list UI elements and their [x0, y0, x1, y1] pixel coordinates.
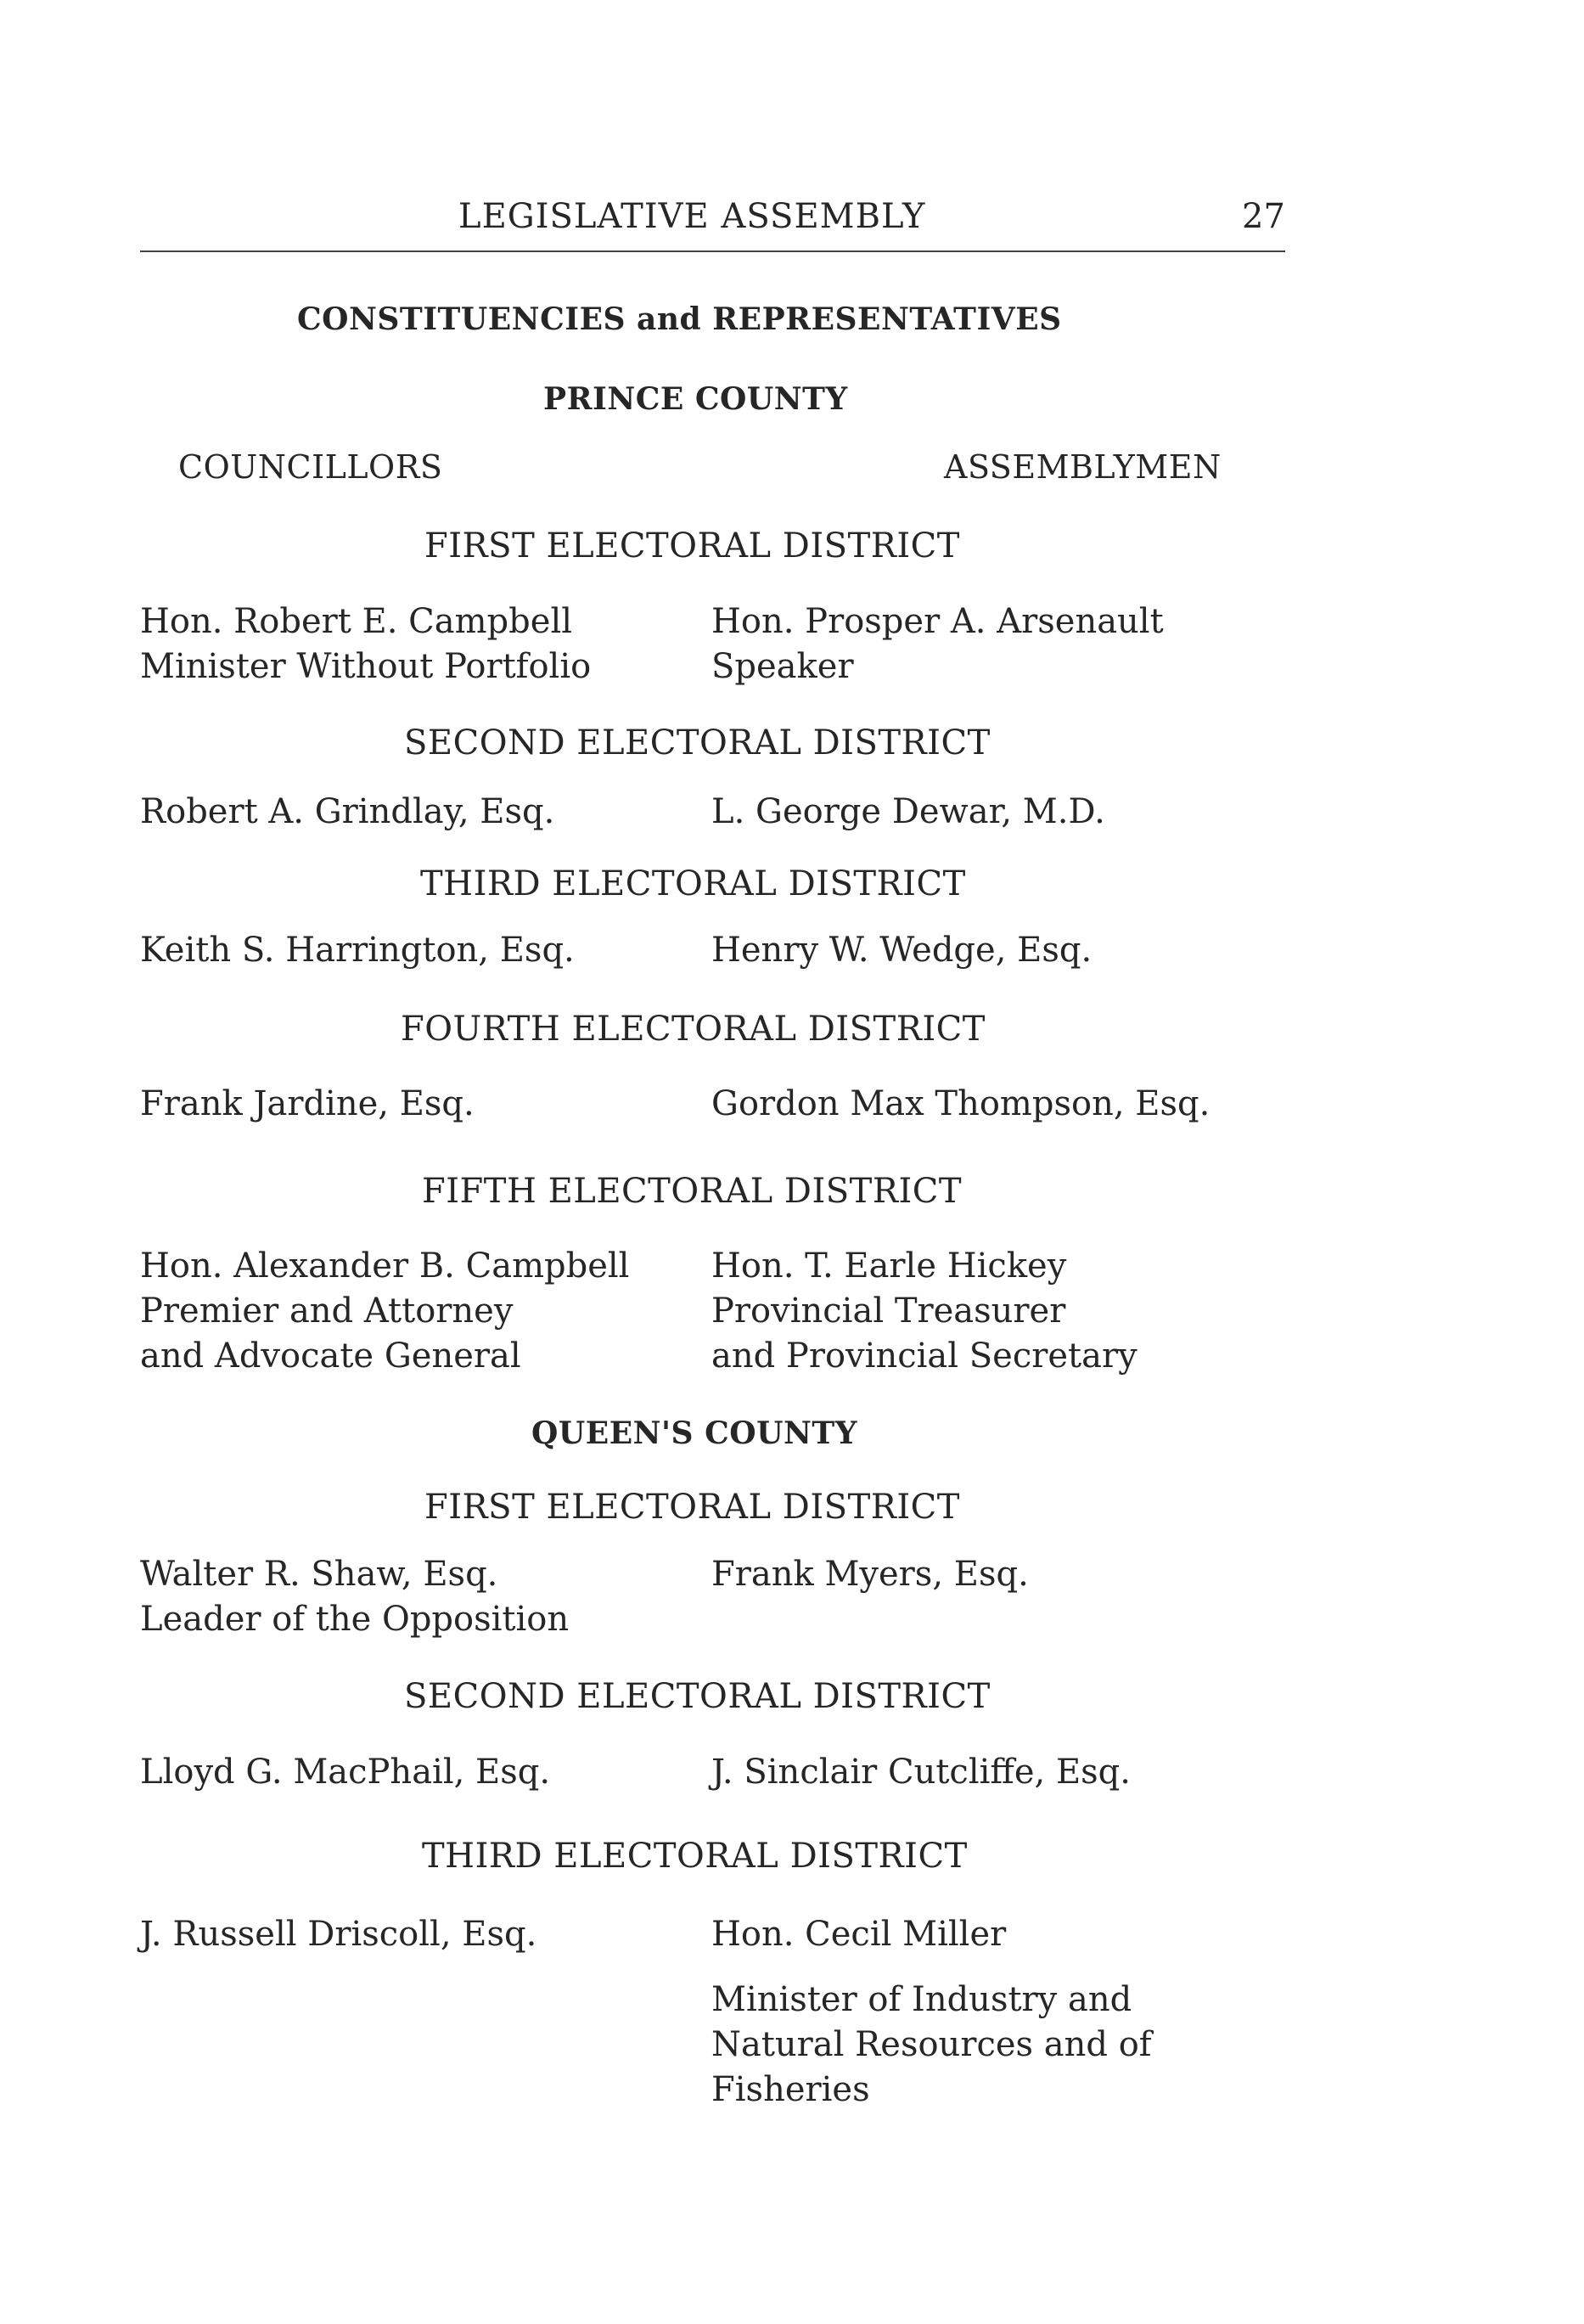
assemblyman-name: Hon. Cecil Miller	[711, 1915, 1007, 1954]
district-heading: FOURTH ELECTORAL DISTRICT	[401, 1010, 986, 1049]
councillor-entry	[140, 1912, 536, 1957]
header-rule	[140, 250, 1285, 252]
assemblyman-entry	[711, 1750, 1131, 1795]
district-heading: SECOND ELECTORAL DISTRICT	[404, 723, 991, 762]
assemblyman-name: L. George Dewar, M.D.	[711, 792, 1105, 831]
assemblyman-role: Speaker	[711, 647, 854, 686]
district-heading: THIRD ELECTORAL DISTRICT	[422, 1837, 968, 1876]
column-head-councillors: COUNCILLORS	[178, 448, 443, 486]
councillor-name: Frank Jardine, Esq.	[140, 1084, 475, 1123]
district-heading: SECOND ELECTORAL DISTRICT	[404, 1677, 991, 1716]
assemblyman-name: Hon. Prosper A. Arsenault	[711, 602, 1164, 641]
councillor-name: Keith S. Harrington, Esq.	[140, 931, 575, 970]
councillor-entry	[140, 1082, 475, 1127]
assemblyman-name: Frank Myers, Esq.	[711, 1555, 1029, 1594]
councillor-entry	[140, 1552, 569, 1642]
assemblyman-role: Natural Resources and of	[711, 2025, 1152, 2064]
assemblyman-name: Hon. T. Earle Hickey	[711, 1246, 1067, 1286]
councillor-name: Walter R. Shaw, Esq.	[140, 1555, 498, 1594]
assemblyman-role: Minister of Industry and	[711, 1980, 1132, 2019]
district-heading: THIRD ELECTORAL DISTRICT	[420, 864, 966, 903]
assemblyman-entry	[711, 1552, 1029, 1597]
assemblyman-name: J. Sinclair Cutcliffe, Esq.	[711, 1753, 1131, 1792]
councillor-entry	[140, 1244, 629, 1379]
councillor-role: and Advocate General	[140, 1336, 521, 1376]
councillor-entry	[140, 928, 575, 973]
assemblyman-entry	[711, 599, 1164, 689]
district-heading: FIFTH ELECTORAL DISTRICT	[422, 1172, 963, 1211]
county-title-prince: PRINCE COUNTY	[543, 381, 848, 417]
assemblyman-role: Fisheries	[711, 2070, 870, 2109]
councillor-role: Leader of the Opposition	[140, 1600, 570, 1639]
councillor-role: Minister Without Portfolio	[140, 647, 592, 686]
district-heading: FIRST ELECTORAL DISTRICT	[424, 1488, 960, 1527]
running-title: LEGISLATIVE ASSEMBLY	[458, 197, 926, 236]
assemblyman-role: and Provincial Secretary	[711, 1336, 1137, 1376]
councillor-name: Robert A. Grindlay, Esq.	[140, 792, 555, 831]
councillor-name: Lloyd G. MacPhail, Esq.	[140, 1753, 551, 1792]
assemblyman-entry	[711, 1244, 1137, 1379]
councillor-entry	[140, 790, 554, 835]
assemblyman-name: Henry W. Wedge, Esq.	[711, 931, 1093, 970]
councillor-name: J. Russell Driscoll, Esq.	[140, 1915, 537, 1954]
assemblyman-role: Provincial Treasurer	[711, 1291, 1066, 1331]
councillor-name: Hon. Alexander B. Campbell	[140, 1246, 630, 1286]
main-title: CONSTITUENCIES and REPRESENTATIVES	[297, 301, 1062, 337]
assemblyman-entry	[711, 790, 1105, 835]
councillor-entry	[140, 1750, 550, 1795]
councillor-role: Premier and Attorney	[140, 1291, 514, 1331]
assemblyman-entry	[711, 928, 1092, 973]
county-title-queens: QUEEN'S COUNTY	[531, 1415, 857, 1451]
assemblyman-name: Gordon Max Thompson, Esq.	[711, 1084, 1210, 1123]
councillor-name: Hon. Robert E. Campbell	[140, 602, 573, 641]
page-number: 27	[1242, 197, 1285, 236]
assemblyman-entry	[711, 1912, 1006, 1957]
district-heading: FIRST ELECTORAL DISTRICT	[424, 526, 960, 566]
assemblyman-entry	[711, 1082, 1210, 1127]
assemblyman-portfolio	[711, 1978, 1152, 2113]
column-head-assemblymen: ASSEMBLYMEN	[944, 448, 1222, 486]
councillor-entry	[140, 599, 591, 689]
